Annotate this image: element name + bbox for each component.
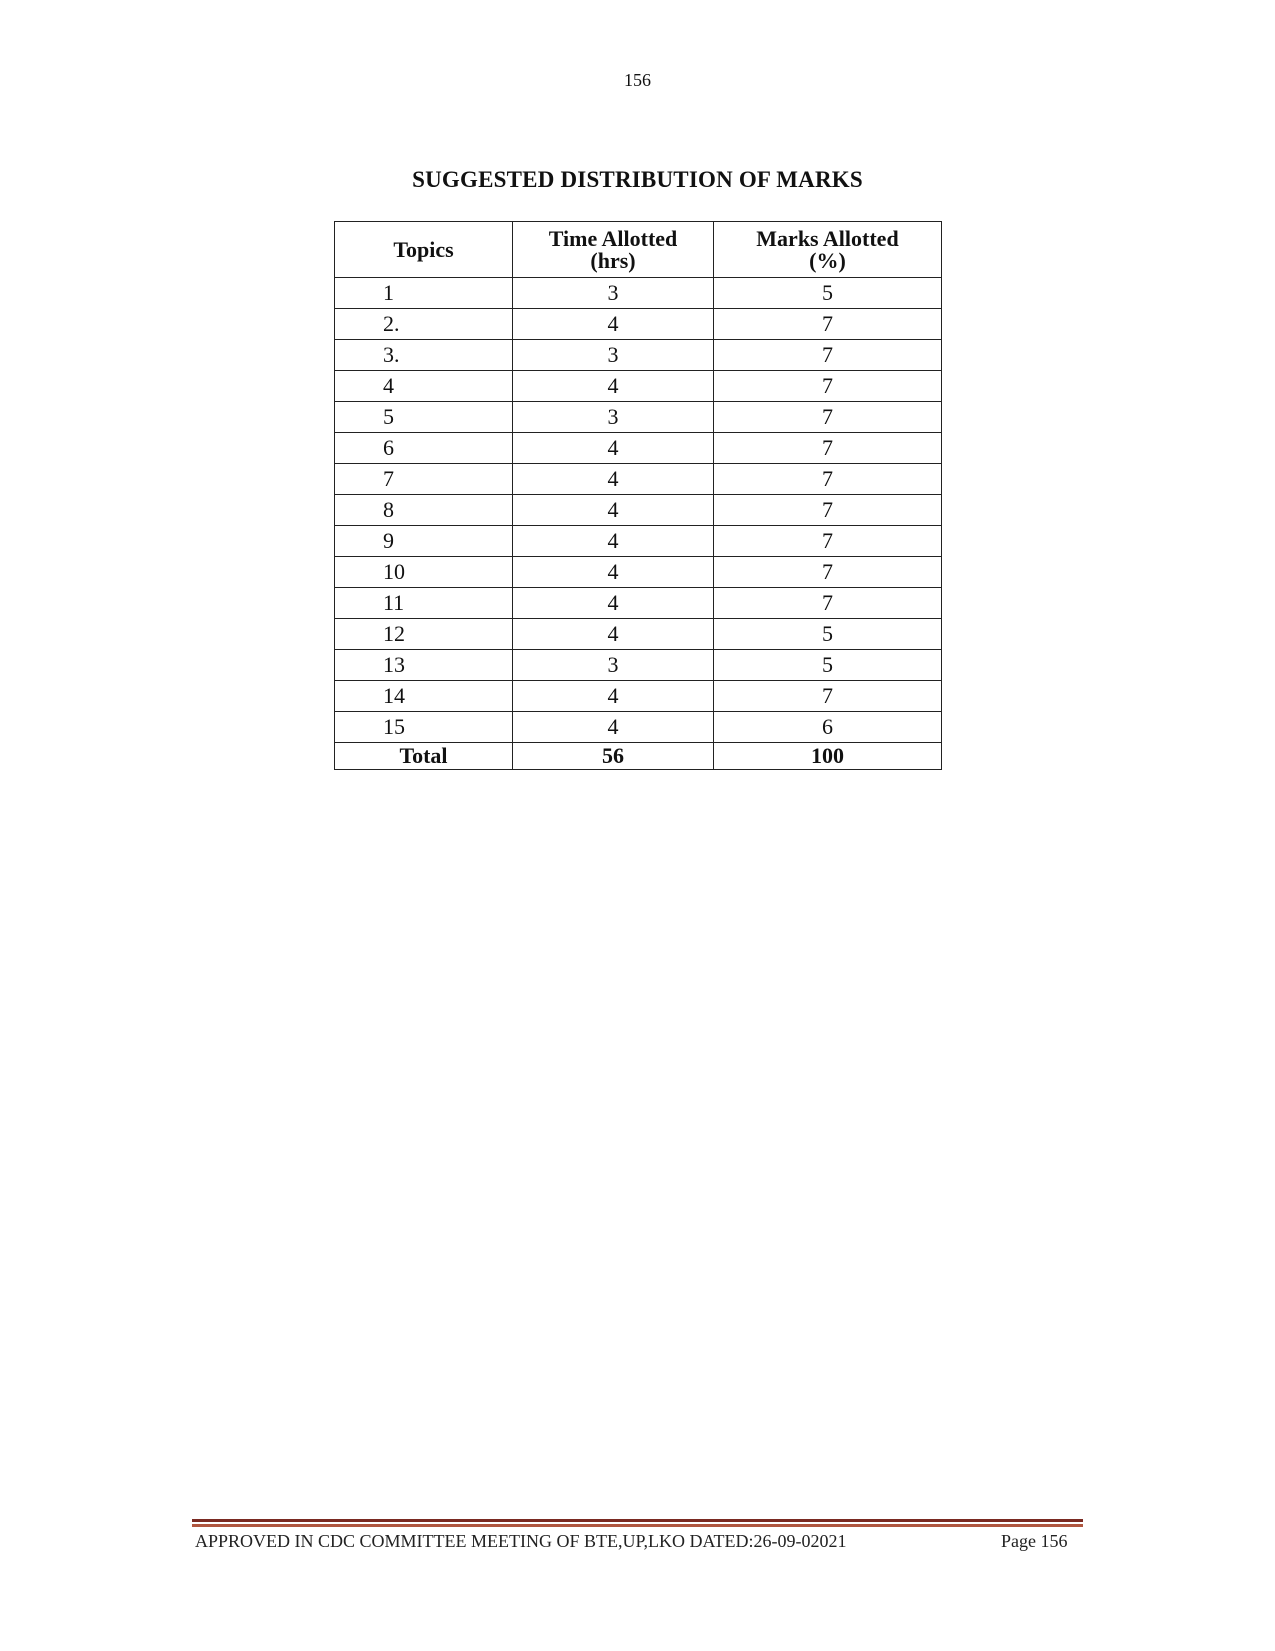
table-row	[335, 464, 942, 495]
cell-time: 4	[513, 557, 714, 588]
cell-marks: 7	[714, 588, 942, 619]
cell-topic: 8	[335, 495, 513, 526]
cell-marks: 6	[714, 712, 942, 743]
table-row	[335, 495, 942, 526]
cell-marks: 7	[714, 526, 942, 557]
cell-time: 3	[513, 278, 714, 309]
cell-topic: 15	[335, 712, 513, 743]
cell-time: 4	[513, 464, 714, 495]
cell-marks: 7	[714, 433, 942, 464]
total-time: 56	[513, 743, 714, 770]
cell-marks: 7	[714, 371, 942, 402]
table-row	[335, 402, 942, 433]
cell-time: 3	[513, 650, 714, 681]
cell-topic: 13	[335, 650, 513, 681]
cell-time: 4	[513, 433, 714, 464]
table-row	[335, 433, 942, 464]
cell-topic: 1	[335, 278, 513, 309]
table-row	[335, 681, 942, 712]
footer-page-label: Page 156	[1001, 1531, 1068, 1551]
cell-time: 4	[513, 681, 714, 712]
table-row	[335, 619, 942, 650]
header-topics	[335, 222, 513, 278]
cell-marks: 5	[714, 650, 942, 681]
cell-topic: 12	[335, 619, 513, 650]
footer-divider	[192, 1519, 1083, 1528]
table-body	[335, 278, 942, 770]
table-row	[335, 712, 942, 743]
cell-topic: 11	[335, 588, 513, 619]
cell-marks: 7	[714, 309, 942, 340]
total-label: Total	[335, 743, 513, 770]
cell-topic: 7	[335, 464, 513, 495]
total-marks: 100	[714, 743, 942, 770]
table-row	[335, 371, 942, 402]
cell-marks: 7	[714, 681, 942, 712]
page-number-top: 156	[624, 70, 651, 90]
cell-time: 4	[513, 526, 714, 557]
cell-marks: 7	[714, 402, 942, 433]
cell-marks: 5	[714, 278, 942, 309]
cell-topic: 6	[335, 433, 513, 464]
footer-approval-text: APPROVED IN CDC COMMITTEE MEETING OF BTE,UP,LKO DATED:26-09-02021	[195, 1531, 847, 1551]
cell-time: 4	[513, 619, 714, 650]
marks-distribution-table	[334, 221, 942, 770]
table-row	[335, 650, 942, 681]
cell-topic: 3.	[335, 340, 513, 371]
cell-marks: 5	[714, 619, 942, 650]
table-header-row	[335, 222, 942, 278]
cell-topic: 5	[335, 402, 513, 433]
cell-time: 4	[513, 588, 714, 619]
cell-marks: 7	[714, 557, 942, 588]
cell-time: 4	[513, 712, 714, 743]
cell-marks: 7	[714, 340, 942, 371]
cell-topic: 9	[335, 526, 513, 557]
header-marks-allotted	[714, 222, 942, 278]
cell-time: 4	[513, 371, 714, 402]
page-title: SUGGESTED DISTRIBUTION OF MARKS	[412, 167, 863, 192]
header-marks-line2: (%)	[809, 247, 846, 273]
cell-marks: 7	[714, 464, 942, 495]
header-marks-line1: Marks Allotted	[756, 225, 899, 251]
header-time-allotted	[513, 222, 714, 278]
table-total-row	[335, 743, 942, 770]
table-row	[335, 588, 942, 619]
cell-time: 4	[513, 309, 714, 340]
header-time-line2: (hrs)	[590, 247, 636, 273]
cell-topic: 4	[335, 371, 513, 402]
cell-topic: 14	[335, 681, 513, 712]
cell-topic: 10	[335, 557, 513, 588]
cell-marks: 7	[714, 495, 942, 526]
table-row	[335, 557, 942, 588]
header-topics-label: Topics	[393, 236, 454, 262]
cell-time: 4	[513, 495, 714, 526]
cell-topic: 2.	[335, 309, 513, 340]
table-row	[335, 526, 942, 557]
table-row	[335, 309, 942, 340]
cell-time: 3	[513, 340, 714, 371]
cell-time: 3	[513, 402, 714, 433]
table-row	[335, 340, 942, 371]
table-row	[335, 278, 942, 309]
header-time-line1: Time Allotted	[548, 225, 678, 251]
